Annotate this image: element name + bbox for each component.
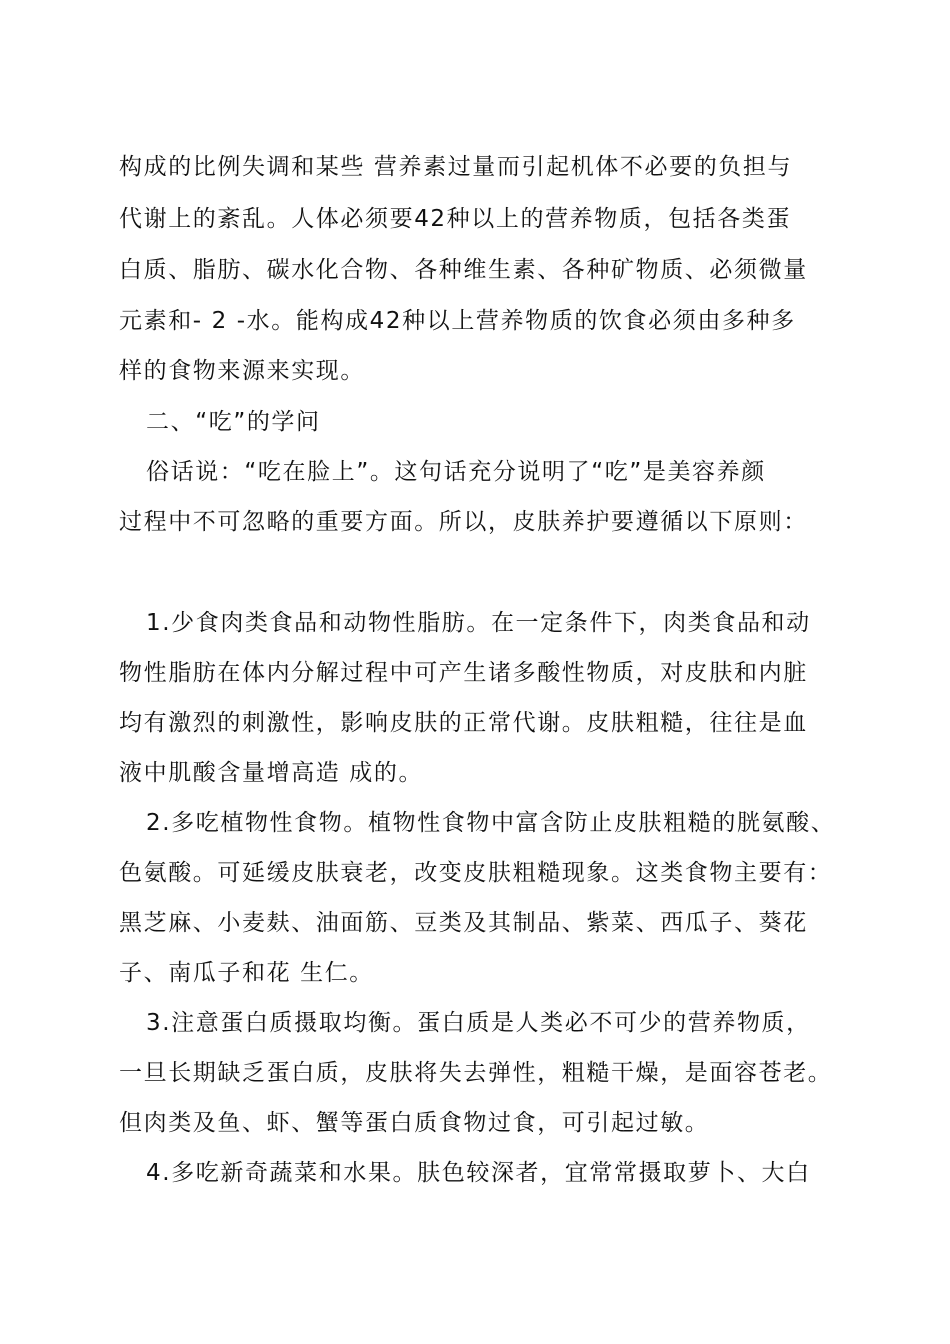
list-item-3-line-3: 但肉类及鱼、虾、蟹等蛋白质食物过食，可引起过敏。	[119, 1110, 710, 1136]
text-line-7: 俗话说：“吃在脸上”。这句话充分说明了“吃”是美容养颜	[146, 459, 766, 485]
text-line-3: 白质、脂肪、碳水化合物、各种维生素、各种矿物质、必须微量	[119, 257, 808, 283]
list-item-2-line-4: 子、南瓜子和花 生仁。	[119, 960, 374, 986]
list-item-3-line-2: 一旦长期缺乏蛋白质，皮肤将失去弹性，粗糙干燥，是面容苍老。	[119, 1060, 833, 1086]
text-line-4: 元素和- 2 -水。能构成42种以上营养物质的饮食必须由多种多	[119, 308, 796, 334]
text-line-8: 过程中不可忽略的重要方面。所以，皮肤养护要遵循以下原则：	[119, 509, 808, 535]
text-line-2: 代谢上的紊乱。人体必须要42种以上的营养物质，包括各类蛋	[119, 206, 792, 232]
list-item-2-line-1: 2.多吃植物性食物。植物性食物中富含防止皮肤粗糙的胱氨酸、	[146, 810, 836, 836]
list-item-4-line-1: 4.多吃新奇蔬菜和水果。肤色较深者，宜常常摄取萝卜、大白	[146, 1160, 811, 1186]
list-item-3-line-1: 3.注意蛋白质摄取均衡。蛋白质是人类必不可少的营养物质，	[146, 1010, 811, 1036]
list-item-1-line-3: 均有激烈的刺激性，影响皮肤的正常代谢。皮肤粗糙，往往是血	[119, 710, 808, 736]
text-line-1: 构成的比例失调和某些 营养素过量而引起机体不必要的负担与	[119, 154, 793, 180]
list-item-1-line-1: 1.少食肉类食品和动物性脂肪。在一定条件下，肉类食品和动	[146, 610, 811, 636]
list-item-1-line-4: 液中肌酸含量增高造 成的。	[119, 760, 424, 786]
text-line-5: 样的食物来源来实现。	[119, 358, 365, 384]
list-item-2-line-2: 色氨酸。可延缓皮肤衰老，改变皮肤粗糙现象。这类食物主要有：	[119, 860, 833, 886]
list-item-2-line-3: 黑芝麻、小麦麸、油面筋、豆类及其制品、紫菜、西瓜子、葵花	[119, 910, 808, 936]
section-heading: 二、“吃”的学问	[146, 409, 321, 435]
list-item-1-line-2: 物性脂肪在体内分解过程中可产生诸多酸性物质，对皮肤和内脏	[119, 660, 808, 686]
